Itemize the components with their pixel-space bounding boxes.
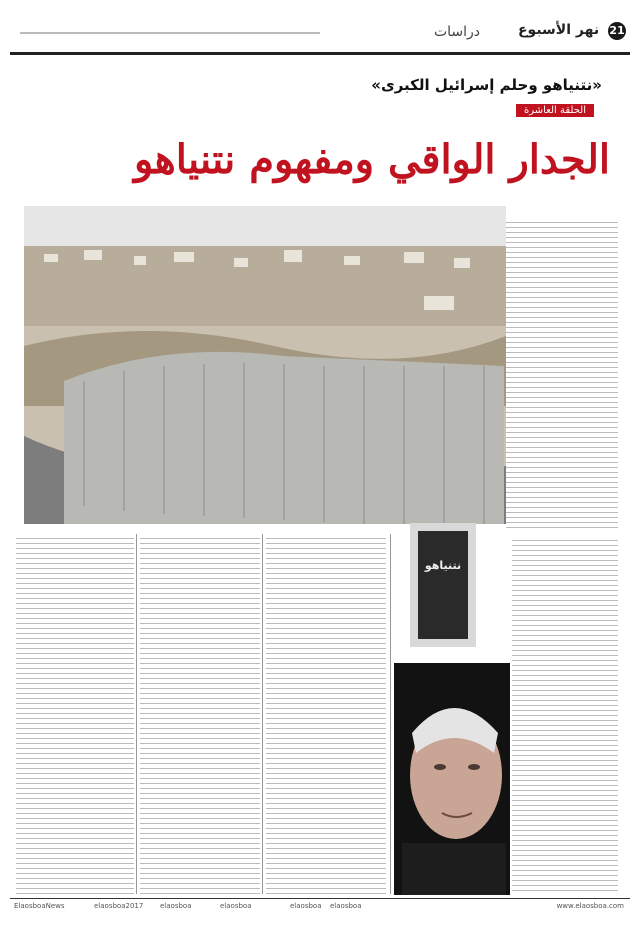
article-column-2 bbox=[140, 534, 260, 894]
page-header bbox=[10, 18, 630, 55]
column-divider bbox=[390, 534, 391, 894]
footer-link[interactable]: elaosboa bbox=[290, 902, 322, 910]
article-headline: الجدار الواقي ومفهوم نتنياهو bbox=[134, 136, 610, 183]
footer-website[interactable]: www.elaosboa.com bbox=[556, 902, 624, 910]
article-column-3 bbox=[266, 534, 386, 894]
footer-link[interactable]: elaosboa bbox=[220, 902, 252, 910]
portrait-photo bbox=[394, 663, 510, 895]
footer-link[interactable]: elaosboa bbox=[160, 902, 192, 910]
article-column-1 bbox=[16, 534, 134, 894]
dateline-rule bbox=[20, 32, 320, 34]
article-column-4 bbox=[512, 536, 618, 894]
page-footer bbox=[10, 898, 630, 915]
page-number: 21 bbox=[608, 22, 626, 40]
footer-link[interactable]: elaosboa bbox=[330, 902, 362, 910]
footer-link[interactable]: elaosboa2017 bbox=[94, 902, 144, 910]
article-kicker: «نتنياهو وحلم إسرائيل الكبرى» bbox=[371, 76, 602, 94]
newspaper-brand bbox=[518, 22, 626, 40]
column-divider bbox=[262, 534, 263, 894]
footer-link[interactable]: ElaosboaNews bbox=[14, 902, 65, 910]
book-cover-image bbox=[410, 523, 476, 647]
brand-name: نهر الأسبوع bbox=[517, 22, 600, 38]
column-divider bbox=[136, 534, 137, 894]
series-badge: الحلقة العاشرة bbox=[516, 104, 594, 117]
book-cover bbox=[418, 531, 468, 639]
separation-wall-photo bbox=[24, 206, 506, 524]
article-column-right-top bbox=[506, 218, 618, 528]
book-title: نتنياهو bbox=[424, 559, 462, 572]
section-label: دراسات bbox=[433, 24, 480, 40]
newspaper-page bbox=[10, 18, 630, 918]
